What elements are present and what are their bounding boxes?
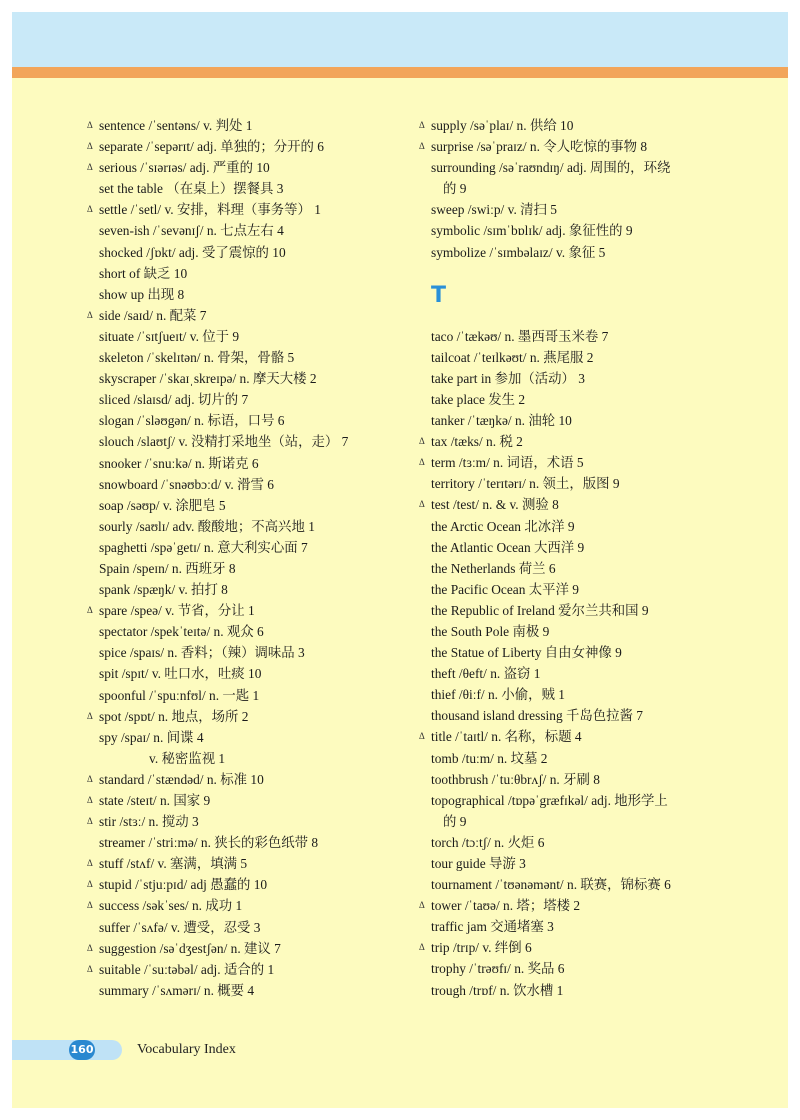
index-entry <box>87 600 417 621</box>
entry-text: tax /tæks/ n. 税 2 <box>431 434 523 450</box>
index-entry <box>419 537 749 558</box>
entry-text: spare /speə/ v. 节省，分让 1 <box>99 603 255 619</box>
index-entry <box>87 410 417 431</box>
entry-text: the Pacific Ocean 太平洋 9 <box>431 581 579 597</box>
entry-text: skyscraper /ˈskaɪˌskreɪpə/ n. 摩天大楼 2 <box>99 371 317 387</box>
entry-text: side /saɪd/ n. 配菜 7 <box>99 307 207 323</box>
entry-text: take place 发生 2 <box>431 391 526 407</box>
entry-text: tanker /ˈtæŋkə/ n. 油轮 10 <box>431 413 572 429</box>
index-entry <box>419 473 749 494</box>
index-entry <box>87 980 417 1001</box>
entry-text: suggestion /səˈdʒestʃən/ n. 建议 7 <box>99 940 281 956</box>
entry-text: tower /ˈtaʊə/ n. 塔；塔楼 2 <box>431 898 581 914</box>
index-entry <box>419 494 749 515</box>
index-entry <box>419 684 749 705</box>
index-entry <box>419 748 749 769</box>
index-entry <box>419 958 749 979</box>
index-entry <box>87 642 417 663</box>
index-entry <box>419 853 749 874</box>
index-entry <box>419 663 749 684</box>
index-entry <box>419 811 749 832</box>
section-header-t <box>419 263 749 326</box>
index-entry <box>419 621 749 642</box>
index-entry <box>87 769 417 790</box>
new-word-marker-icon: Δ <box>419 457 425 468</box>
index-entry <box>87 832 417 853</box>
entry-text: success /səkˈses/ n. 成功 1 <box>99 898 243 914</box>
entry-text: sliced /slaɪsd/ adj. 切片的 7 <box>99 392 249 408</box>
right-column <box>419 115 749 1001</box>
new-word-marker-icon: Δ <box>87 605 93 616</box>
entry-text: symbolic /sɪmˈbɒlɪk/ adj. 象征性的 9 <box>431 223 633 239</box>
entry-text: seven-ish /ˈsevənɪʃ/ n. 七点左右 4 <box>99 223 284 239</box>
entry-text: the Arctic Ocean 北冰洋 9 <box>431 518 575 534</box>
entry-text: tour guide 导游 3 <box>431 856 526 871</box>
index-entry <box>419 178 749 199</box>
index-entry <box>87 706 417 727</box>
entry-text: spaghetti /spəˈgetɪ/ n. 意大利实心面 7 <box>99 539 308 555</box>
index-entry <box>87 305 417 326</box>
index-entry <box>419 516 749 537</box>
entry-text: spank /spæŋk/ v. 拍打 8 <box>99 582 228 598</box>
entry-text: serious /ˈsɪərɪəs/ adj. 严重的 10 <box>99 160 270 176</box>
index-entry <box>419 347 749 368</box>
entry-text: situate /ˈsɪtʃueɪt/ v. 位于 9 <box>99 328 240 344</box>
new-word-marker-icon: Δ <box>87 879 93 890</box>
entry-text: the South Pole 南极 9 <box>431 623 550 639</box>
left-column <box>87 115 417 1001</box>
index-entry <box>419 726 749 747</box>
new-word-marker-icon: Δ <box>87 120 93 130</box>
entry-text: trophy /ˈtrəʊfɪ/ n. 奖品 6 <box>431 961 565 977</box>
index-entry <box>87 284 417 305</box>
index-entry <box>87 621 417 642</box>
entry-text: Spain /speɪn/ n. 西班牙 8 <box>99 560 236 576</box>
index-entry <box>87 959 417 980</box>
entry-text: surprise /səˈpraɪz/ n. 令人吃惊的事物 8 <box>431 139 648 155</box>
index-entry <box>419 895 749 916</box>
entry-text: test /test/ n. & v. 测验 8 <box>431 497 559 513</box>
index-entry <box>419 769 749 790</box>
new-word-marker-icon: Δ <box>419 731 425 742</box>
index-entry <box>87 326 417 347</box>
entry-text: sweep /swiːp/ v. 清扫 5 <box>431 202 557 218</box>
index-entry <box>87 178 417 199</box>
entry-text: traffic jam 交通堵塞 3 <box>431 919 554 935</box>
entry-text: snooker /ˈsnuːkə/ n. 斯诺克 6 <box>99 455 259 471</box>
index-entry <box>419 937 749 958</box>
entry-text: tomb /tuːm/ n. 坟墓 2 <box>431 750 548 766</box>
new-word-marker-icon: Δ <box>419 436 425 447</box>
index-entry <box>419 790 749 811</box>
index-entry <box>87 389 417 410</box>
entry-text: torch /tɔːtʃ/ n. 火炬 6 <box>431 834 545 850</box>
index-entry <box>87 157 417 178</box>
new-word-marker-icon: Δ <box>87 309 93 320</box>
entry-text: supply /səˈplaɪ/ n. 供给 10 <box>431 118 574 133</box>
entry-text: 的 9 <box>443 813 467 829</box>
entry-text: surrounding /səˈraʊndɪŋ/ adj. 周围的，环绕 <box>431 160 671 176</box>
entry-text: the Statue of Liberty 自由女神像 9 <box>431 645 622 661</box>
index-entry <box>419 579 749 600</box>
entry-text: suffer /ˈsʌfə/ v. 遭受，忍受 3 <box>99 919 261 935</box>
index-entry <box>87 895 417 916</box>
index-entry <box>419 431 749 452</box>
index-entry <box>87 242 417 263</box>
index-entry <box>87 199 417 220</box>
entry-text: take part in 参加（活动） 3 <box>431 370 585 386</box>
index-page <box>12 12 788 1108</box>
new-word-marker-icon: Δ <box>419 499 425 510</box>
entry-text: snowboard /ˈsnəʊbɔːd/ v. 滑雪 6 <box>99 476 274 492</box>
entry-text: toothbrush /ˈtuːθbrʌʃ/ n. 牙刷 8 <box>431 771 600 787</box>
entry-text: sentence /ˈsentəns/ v. 判处 1 <box>99 118 253 133</box>
index-entry <box>419 832 749 853</box>
entry-text: 的 9 <box>443 181 467 197</box>
new-word-marker-icon: Δ <box>419 120 425 130</box>
index-entry <box>87 558 417 579</box>
section-letter: T <box>431 282 447 308</box>
index-entry <box>87 537 417 558</box>
new-word-marker-icon: Δ <box>87 963 93 974</box>
entry-text: thousand island dressing 千岛色拉酱 7 <box>431 708 644 724</box>
entry-text: spectator /spekˈteɪtə/ n. 观众 6 <box>99 624 264 640</box>
index-entry <box>419 242 749 263</box>
new-word-marker-icon: Δ <box>419 141 425 152</box>
entry-text: term /tɜːm/ n. 词语，术语 5 <box>431 455 584 471</box>
index-entry <box>87 790 417 811</box>
new-word-marker-icon: Δ <box>87 942 93 953</box>
index-entry <box>419 368 749 389</box>
new-word-marker-icon: Δ <box>87 900 93 911</box>
index-entry <box>87 727 417 748</box>
index-entry <box>87 748 417 769</box>
entry-text: spoonful /ˈspuːnfʊl/ n. 一匙 1 <box>99 687 260 703</box>
new-word-marker-icon: Δ <box>87 710 93 721</box>
entry-text: thief /θiːf/ n. 小偷，贼 1 <box>431 687 565 703</box>
entry-text: trip /trɪp/ v. 绊倒 6 <box>431 940 532 956</box>
new-word-marker-icon: Δ <box>87 162 93 173</box>
entry-text: territory /ˈterɪtərɪ/ n. 领土，版图 9 <box>431 476 620 492</box>
index-entry <box>419 157 749 178</box>
section-t <box>419 326 749 1001</box>
new-word-marker-icon: Δ <box>419 942 425 953</box>
index-entry <box>87 136 417 157</box>
index-entry <box>87 811 417 832</box>
new-word-marker-icon: Δ <box>87 141 93 152</box>
index-entry <box>87 368 417 389</box>
page-number: 160 <box>69 1040 95 1060</box>
entry-text: trough /trɒf/ n. 饮水槽 1 <box>431 982 564 998</box>
entry-text: topographical /tɒpəˈgræfɪkəl/ adj. 地形学上 <box>431 792 668 808</box>
entry-text: spit /spɪt/ v. 吐口水，吐痰 10 <box>99 666 262 682</box>
entry-text: symbolize /ˈsɪmbəlaɪz/ v. 象征 5 <box>431 244 606 260</box>
index-entry <box>419 220 749 241</box>
entry-text: the Republic of Ireland 爱尔兰共和国 9 <box>431 602 649 618</box>
entry-text: stuff /stʌf/ v. 塞满，填满 5 <box>99 856 248 872</box>
index-entry <box>87 263 417 284</box>
index-entry <box>87 874 417 895</box>
new-word-marker-icon: Δ <box>419 900 425 911</box>
index-entry <box>87 938 417 959</box>
index-entry <box>87 453 417 474</box>
entry-text: tournament /ˈtʊənəmənt/ n. 联赛，锦标赛 6 <box>431 877 671 893</box>
index-entry <box>419 600 749 621</box>
index-entry <box>87 220 417 241</box>
entry-text: summary /ˈsʌmərɪ/ n. 概要 4 <box>99 982 255 998</box>
index-entry <box>419 199 749 220</box>
index-entry <box>87 516 417 537</box>
index-entry <box>87 853 417 874</box>
index-entry <box>87 474 417 495</box>
entry-text: suitable /ˈsuːtəbəl/ adj. 适合的 1 <box>99 961 275 977</box>
header-stripe <box>12 67 788 78</box>
entry-text: the Atlantic Ocean 大西洋 9 <box>431 539 585 555</box>
entry-text: title /ˈtaɪtl/ n. 名称，标题 4 <box>431 729 582 745</box>
footer-band <box>12 1040 122 1060</box>
entry-text: slouch /slaʊtʃ/ v. 没精打采地坐（站，走） 7 <box>99 434 349 450</box>
index-entry <box>419 389 749 410</box>
header-band <box>12 12 788 67</box>
entry-text: settle /ˈsetl/ v. 安排，料理（事务等） 1 <box>99 202 321 218</box>
entry-text: spy /spaɪ/ n. 间谍 4 <box>99 729 204 745</box>
index-entry <box>419 452 749 473</box>
new-word-marker-icon: Δ <box>87 204 93 215</box>
index-entry <box>419 874 749 895</box>
index-entry <box>419 136 749 157</box>
entry-text: stir /stɜː/ n. 搅动 3 <box>99 814 199 830</box>
entry-text: shocked /ʃɒkt/ adj. 受了震惊的 10 <box>99 244 286 260</box>
entry-text: set the table （在桌上）摆餐具 3 <box>99 181 284 197</box>
index-entry <box>87 347 417 368</box>
index-entry <box>419 558 749 579</box>
entry-text: separate /ˈsepərɪt/ adj. 单独的；分开的 6 <box>99 139 324 155</box>
new-word-marker-icon: Δ <box>87 858 93 869</box>
footer-title: Vocabulary Index <box>137 1042 236 1057</box>
index-entry <box>87 663 417 684</box>
entry-text: tailcoat /ˈteɪlkəʊt/ n. 燕尾服 2 <box>431 349 594 365</box>
index-entry <box>419 115 749 136</box>
entry-text: streamer /ˈstriːmə/ n. 狭长的彩色纸带 8 <box>99 835 319 851</box>
entry-text: spice /spaɪs/ n. 香料；（辣）调味品 3 <box>99 645 305 661</box>
new-word-marker-icon: Δ <box>87 773 93 784</box>
entry-text: stupid /ˈstjuːpɪd/ adj 愚蠢的 10 <box>99 877 268 893</box>
index-entry <box>419 705 749 726</box>
entry-text: v. 秘密监视 1 <box>149 750 226 766</box>
entry-text: soap /səʊp/ v. 涂肥皂 5 <box>99 497 226 513</box>
section-s-continued <box>419 115 749 263</box>
new-word-marker-icon: Δ <box>87 795 93 805</box>
entry-text: spot /spɒt/ n. 地点，场所 2 <box>99 708 249 724</box>
index-entry <box>87 685 417 706</box>
entry-text: slogan /ˈsləʊgən/ n. 标语，口号 6 <box>99 413 285 429</box>
entry-text: skeleton /ˈskelɪtən/ n. 骨架，骨骼 5 <box>99 350 295 366</box>
index-entry <box>419 326 749 347</box>
entry-text: sourly /saʊlɪ/ adv. 酸酸地；不高兴地 1 <box>99 518 315 534</box>
index-entry <box>87 495 417 516</box>
entry-text: show up 出现 8 <box>99 286 185 302</box>
new-word-marker-icon: Δ <box>87 816 93 827</box>
index-entry <box>87 115 417 136</box>
index-entry <box>87 431 417 452</box>
index-entry <box>87 579 417 600</box>
entry-text: state /steɪt/ n. 国家 9 <box>99 793 211 808</box>
entry-text: short of 缺乏 10 <box>99 265 188 281</box>
index-entry <box>419 916 749 937</box>
entry-text: taco /ˈtækəʊ/ n. 墨西哥玉米卷 7 <box>431 328 609 344</box>
index-entry <box>87 917 417 938</box>
entry-text: theft /θeft/ n. 盗窃 1 <box>431 666 541 682</box>
entry-text: the Netherlands 荷兰 6 <box>431 560 556 576</box>
index-entry <box>419 642 749 663</box>
index-entry <box>419 980 749 1001</box>
index-entry <box>419 410 749 431</box>
entry-text: standard /ˈstændəd/ n. 标准 10 <box>99 771 264 787</box>
